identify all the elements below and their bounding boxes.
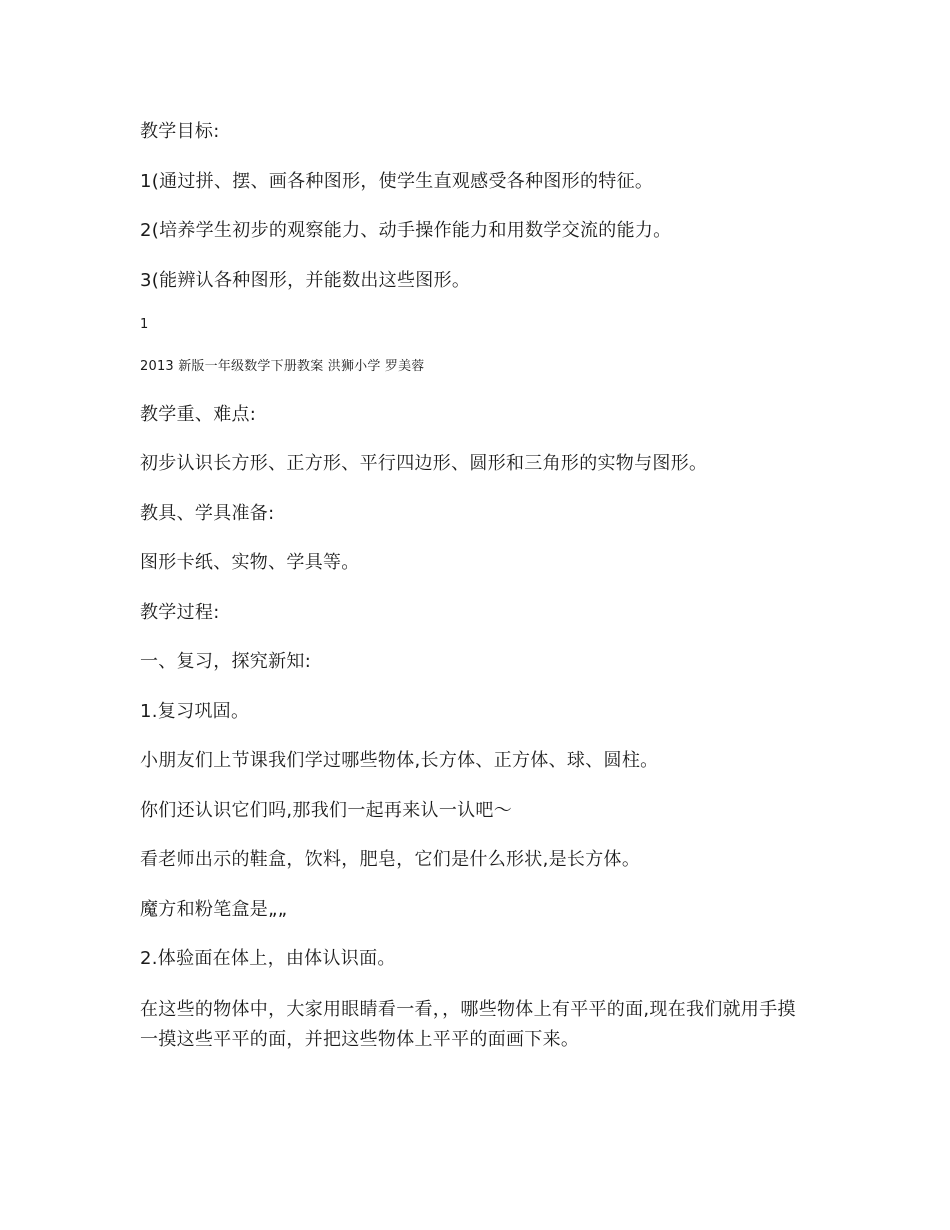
section-1-heading: 一、复习，探究新知: bbox=[140, 651, 312, 672]
materials-text: 图形卡纸、实物、学具等。 bbox=[140, 552, 360, 573]
activity-paragraph: 在这些的物体中，大家用眼睛看一看，，哪些物体上有平平的面,现在我们就用手摸一摸这些平平的面，并把这些物体上平平的面画下来。 bbox=[140, 999, 796, 1050]
step-2-heading: 2.体验面在体上，由体认识面。 bbox=[140, 948, 396, 969]
materials-heading: 教具、学具准备: bbox=[140, 503, 275, 524]
page-number: 1 bbox=[140, 317, 149, 332]
cube-question: 魔方和粉笔盒是„„ bbox=[140, 899, 288, 920]
key-points-heading: 教学重、难点: bbox=[140, 404, 257, 425]
review-question: 小朋友们上节课我们学过哪些物体,长方体、正方体、球、圆柱。 bbox=[140, 750, 659, 771]
objective-2: 2(培养学生初步的观察能力、动手操作能力和用数学交流的能力。 bbox=[140, 220, 672, 241]
key-points-text: 初步认识长方形、正方形、平行四边形、圆形和三角形的实物与图形。 bbox=[140, 453, 708, 474]
step-1-heading: 1.复习巩固。 bbox=[140, 701, 250, 722]
objective-1: 1(通过拼、摆、画各种图形，使学生直观感受各种图形的特征。 bbox=[140, 171, 654, 192]
review-prompt: 你们还认识它们吗,那我们一起再来认一认吧～ bbox=[140, 800, 513, 821]
objective-3: 3(能辨认各种图形，并能数出这些图形。 bbox=[140, 270, 471, 291]
objectives-heading: 教学目标: bbox=[140, 121, 220, 142]
running-header: 2013 新版一年级数学下册教案 洪狮小学 罗美蓉 bbox=[140, 359, 425, 374]
process-heading: 教学过程: bbox=[140, 602, 220, 623]
observation-text: 看老师出示的鞋盒，饮料，肥皂，它们是什么形状,是长方体。 bbox=[140, 849, 641, 870]
